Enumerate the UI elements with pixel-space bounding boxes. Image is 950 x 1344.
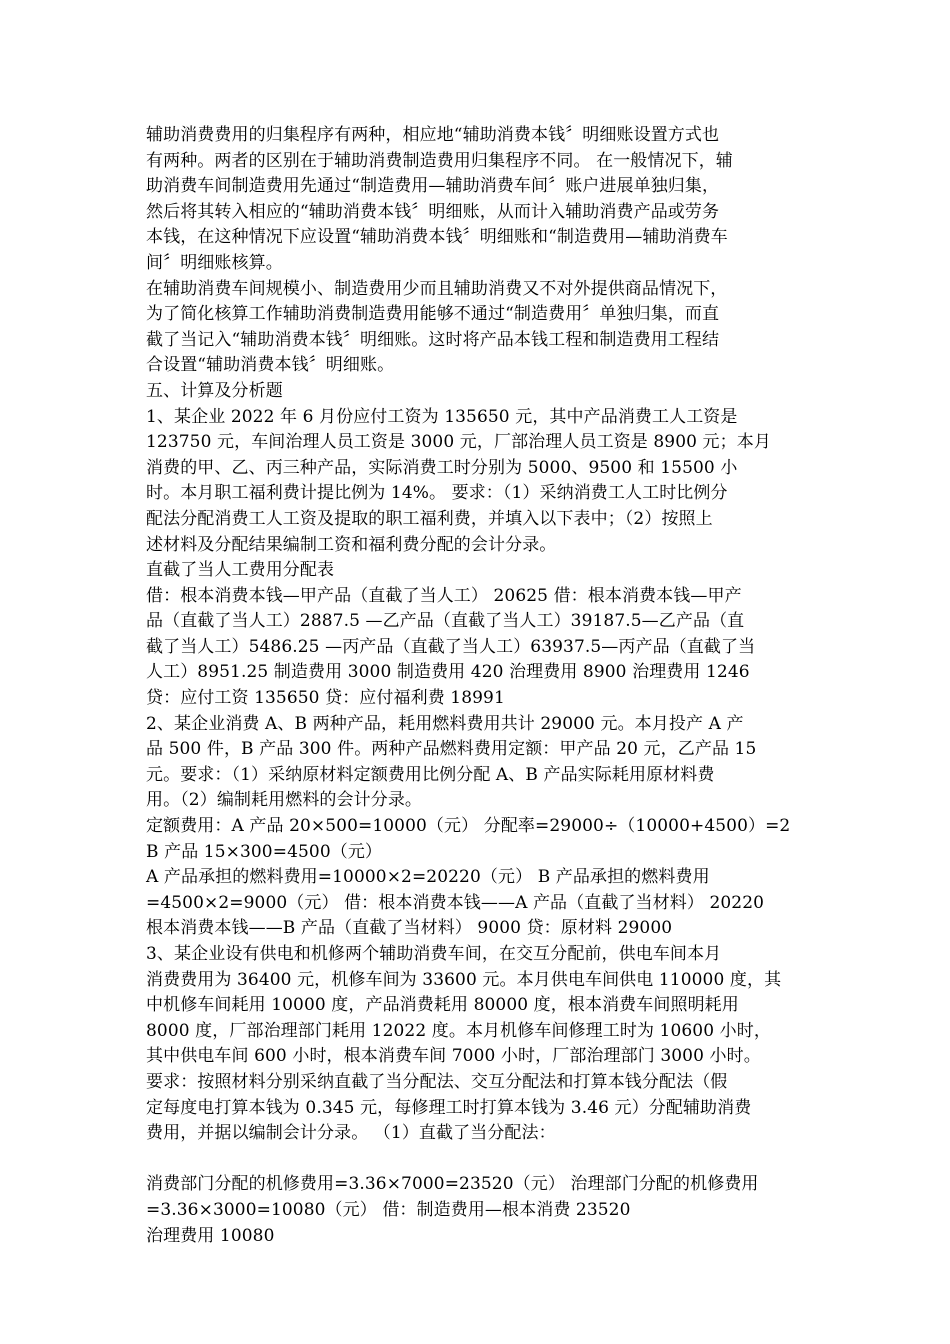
text-line: 根本消费本钱——B 产品（直截了当材料） 9000 贷：原材料 29000 [146, 918, 673, 939]
text-line: 在辅助消费车间规模小、制造费用少而且辅助消费又不对外提供商品情况下， [146, 278, 728, 299]
text-line: 要求：按照材料分别采纳直截了当分配法、交互分配法和打算本钱分配法（假 [146, 1071, 728, 1092]
text-line: 2、某企业消费 A、B 两种产品，耗用燃料费用共计 29000 元。本月投产 A 产 [146, 713, 744, 734]
text-line: 3、某企业设有供电和机修两个辅助消费车间，在交互分配前，供电车间本月 [146, 944, 722, 964]
text-line: 间〞明细账核算。 [146, 252, 283, 273]
text-line: 1、某企业 2022 年 6 月份应付工资为 135650 元，其中产品消费工人工资是 [146, 406, 738, 427]
text-line: 消费的甲、乙、丙三种产品，实际消费工时分别为 5000、9500 和 15500 小 [146, 457, 738, 478]
text-line: 合设置“辅助消费本钱〞明细账。 [146, 355, 395, 376]
text-line: 配法分配消费工人工资及提取的职工福利费，并填入以下表中；（2）按照上 [146, 508, 713, 529]
text-line: 贷：应付工资 135650 贷：应付福利费 18991 [146, 688, 505, 709]
text-line: 费用，并据以编制会计分录。 （1）直截了当分配法： [146, 1123, 556, 1144]
text-line: 有两种。两者的区别在于辅助消费制造费用归集程序不同。 在一般情况下，辅 [146, 150, 733, 171]
text-line: B 产品 15×300=4500（元） [146, 841, 383, 862]
text-line: 品 500 件，B 产品 300 件。两种产品燃料费用定额：甲产品 20 元，乙产品 15 [146, 739, 757, 760]
text-line: 辅助消费费用的归集程序有两种，相应地“辅助消费本钱〞明细账设置方式也 [146, 125, 720, 145]
text-line: 截了当人工）5486.25 —丙产品（直截了当人工）63937.5—丙产品（直截了当 [146, 636, 756, 657]
text-line: 截了当记入“辅助消费本钱〞明细账。这时将产品本钱工程和制造费用工程结 [146, 329, 720, 350]
text-line: 直截了当人工费用分配表 [146, 560, 335, 581]
text-line: 中机修车间耗用 10000 度，产品消费耗用 80000 度，根本消费车间照明耗用 [146, 995, 739, 1016]
text-line: 为了简化核算工作辅助消费制造费用能够不通过“制造费用〞单独归集，而直 [146, 304, 720, 325]
text-line: =3.36×3000=10080（元） 借：制造费用—根本消费 23520 [146, 1199, 631, 1220]
document-body [146, 123, 806, 1249]
text-line: 消费部门分配的机修费用=3.36×7000=23520（元） 治理部门分配的机修费用 [146, 1174, 759, 1195]
text-line: 时。本月职工福利费计提比例为 14%。 要求：（1）采纳消费工人工时比例分 [146, 483, 728, 504]
text-line: 8000 度，厂部治理部门耗用 12022 度。本月机修车间修理工时为 10600 小时， [146, 1020, 771, 1041]
text-line: 定额费用：A 产品 20×500=10000（元） 分配率=29000÷（10000+4500）=2 [146, 816, 791, 837]
text-line: 品（直截了当人工）2887.5 —乙产品（直截了当人工）39187.5—乙产品（直 [146, 611, 745, 632]
text-line: 其中供电车间 600 小时，根本消费车间 7000 小时，厂部治理部门 3000 小时。 [146, 1046, 761, 1067]
text-line: 定每度电打算本钱为 0.345 元，每修理工时打算本钱为 3.46 元）分配辅助消费 [146, 1097, 752, 1118]
text-line: 治理费用 10080 [146, 1225, 275, 1246]
text-line: A 产品承担的燃料费用=10000×2=20220（元） B 产品承担的燃料费用 [146, 867, 710, 888]
text-line: 人工）8951.25 制造费用 3000 制造费用 420 治理费用 8900 治理费用 1246 [146, 662, 750, 683]
text-line: 用。（2）编制耗用燃料的会计分录。 [146, 790, 423, 811]
text-line: 然后将其转入相应的“辅助消费本钱〞明细账，从而计入辅助消费产品或劳务 [146, 201, 720, 222]
text-line: =4500×2=9000（元） 借：根本消费本钱——A 产品（直截了当材料） 20220 [146, 892, 765, 913]
text-line: 123750 元，车间治理人员工资是 3000 元，厂部治理人员工资是 8900 元；本月 [146, 432, 771, 453]
text-line: 本钱，在这种情况下应设置“辅助消费本钱〞明细账和“制造费用—辅助消费车 [146, 227, 728, 248]
text-line: 消费费用为 36400 元，机修车间为 33600 元。本月供电车间供电 110000 度，其 [146, 969, 782, 990]
text-line: 五、计算及分析题 [146, 380, 283, 401]
blank-line [146, 1147, 806, 1173]
text-line: 助消费车间制造费用先通过“制造费用—辅助消费车间〞账户进展单独归集， [146, 176, 720, 197]
text-line: 元。要求：（1）采纳原材料定额费用比例分配 A、B 产品实际耗用原材料费 [146, 764, 715, 785]
text-line: 借：根本消费本钱—甲产品（直截了当人工） 20625 借：根本消费本钱—甲产 [146, 585, 742, 606]
text-line: 述材料及分配结果编制工资和福利费分配的会计分录。 [146, 534, 557, 555]
